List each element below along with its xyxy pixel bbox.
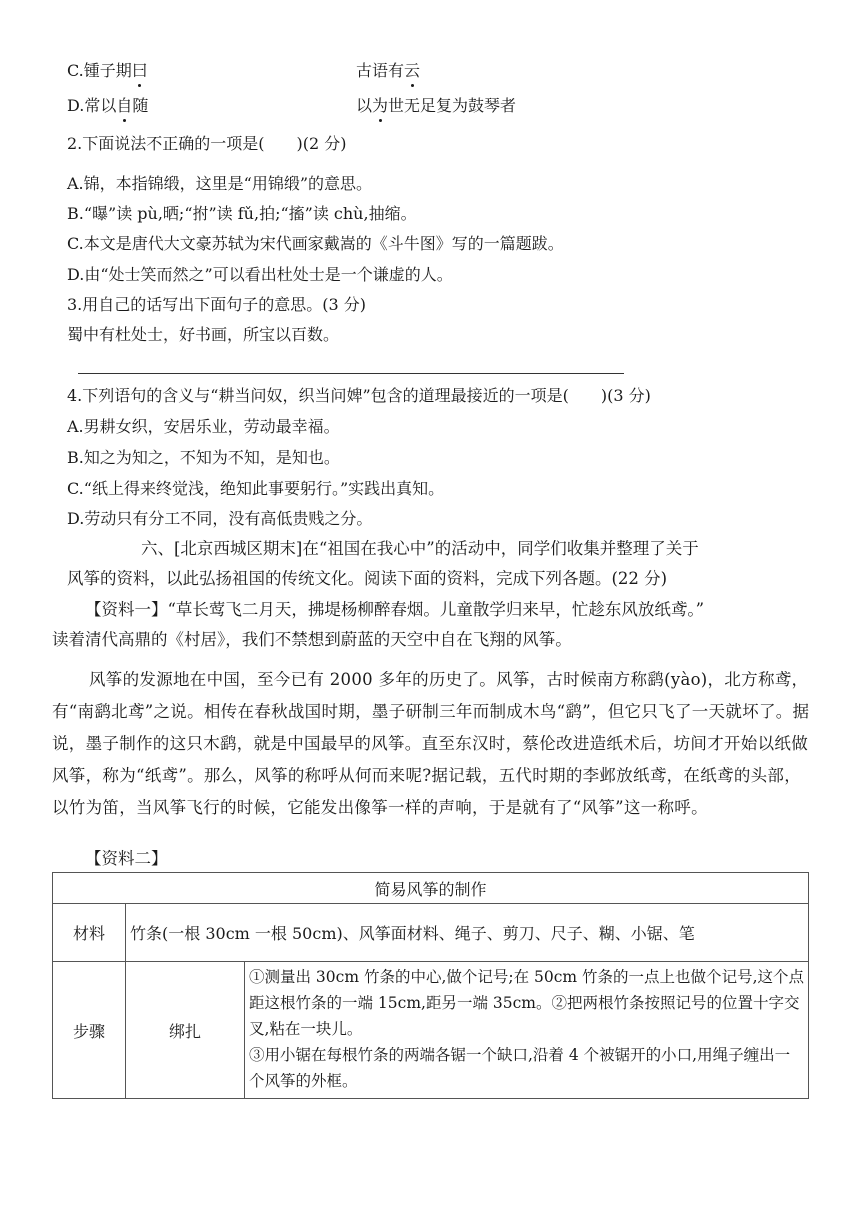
- q3-sentence: 蜀中有杜处士，好书画，所宝以百数。: [67, 325, 340, 344]
- option-d-line: D.常以自随 以为世无足复为鼓琴者: [67, 96, 517, 115]
- q2-option-c: C.本文是唐代大文豪苏轼为宋代画家戴嵩的《斗牛图》写的一篇题跋。: [67, 234, 564, 253]
- option-c-line: [67, 60, 421, 82]
- q4-option-c: C.“纸上得来终觉浅，绝知此事要躬行。”实践出真知。: [67, 479, 445, 498]
- q2-stem: 2.下面说法不正确的一项是( )(2 分): [67, 134, 347, 153]
- q2-option-d: D.由“处士笑而然之”可以看出杜处士是一个谦虚的人。: [67, 265, 453, 284]
- materials-value: 竹条(一根 30cm 一根 50cm)、风筝面材料、绳子、剪刀、尺子、糊、小锯、笔: [126, 904, 809, 962]
- kite-history-paragraph: 风筝的发源地在中国，至今已有 2000 多年的历史了。风筝，古时候南方称鹞(yào)，北方称鸢，有“南鹞北鸢”之说。相传在春秋战国时期，墨子研制三年而制成木鸟“鹞”，但它只飞了一天就坏了。据说，墨子制作的这只木鹞，就是中国最早的风筝。直至东汉时，蔡伦改进造纸术后，坊间才开始以纸做风筝，称为“纸鸢”。那么，风筝的称呼从何而来呢?据记载，五代时期的李邺放纸鸢，在纸鸢的头部，以竹为笛，当风筝飞行的时候，它能发出像筝一样的声响，于是就有了“风筝”这一称呼。: [52, 670, 810, 817]
- q3-stem: 3.用自己的话写出下面句子的意思。(3 分): [67, 295, 367, 314]
- q4-option-b: B.知之为知之，不知为不知，是知也。: [67, 448, 340, 467]
- answer-line[interactable]: [78, 373, 624, 374]
- section6-intro-line1: 六、[北京西城区期末]在“祖国在我心中”的活动中，同学们收集并整理了关于: [141, 539, 699, 558]
- option-d-marked-char-2: 为: [372, 96, 389, 115]
- option-c-marked-char-2: 云: [404, 61, 421, 80]
- q4-option-a: A.男耕女织，安居乐业，劳动最幸福。: [67, 417, 340, 436]
- material2-label: 【资料二】: [85, 849, 168, 868]
- option-d-marked-char: 自: [116, 96, 133, 115]
- option-d-phrase: 以为世无足复为鼓琴者: [356, 96, 517, 115]
- q4-stem: 4.下列语句的含义与“耕当问奴，织当问婢”包含的道理最接近的一项是( )(3 分): [67, 386, 651, 405]
- table-title: 简易风筝的制作: [53, 873, 809, 904]
- steps-label: 步骤: [53, 962, 126, 1099]
- option-c-phrase: 古语有云: [356, 61, 421, 80]
- material1-line1: 【资料一】“草长莺飞二月天，拂堤杨柳醉春烟。儿童散学归来早，忙趁东风放纸鸢。”: [85, 600, 705, 619]
- step-content: [245, 962, 809, 1099]
- step-text-1: ①测量出 30cm 竹条的中心,做个记号;在 50cm 竹条的一点上也做个记号,这个点距这根竹条的一端 15cm,距另一端 35cm。②把两根竹条按照记号的位置十字交叉,粘在一块儿。: [249, 968, 804, 1038]
- q2-option-a: A.锦，本指锦缎，这里是“用锦缎”的意思。: [67, 174, 373, 193]
- section6-intro-line2: 风筝的资料，以此弘扬祖国的传统文化。阅读下面的资料，完成下列各题。(22 分): [67, 569, 668, 588]
- step-text-2: ③用小锯在每根竹条的两端各锯一个缺口,沿着 4 个被锯开的小口,用绳子缠出一个风筝的外框。: [249, 1046, 791, 1090]
- q4-option-d: D.劳动只有分工不同，没有高低贵贱之分。: [67, 509, 373, 528]
- material1-line2: 读着清代高鼎的《村居》，我们不禁想到蔚蓝的天空中自在飞翔的风筝。: [52, 630, 572, 649]
- materials-label: 材料: [53, 904, 126, 962]
- step-name: 绑扎: [126, 962, 245, 1099]
- option-c-marked-char: 曰: [131, 61, 148, 80]
- kite-making-table: [52, 872, 809, 1099]
- option-c-label: C.锺子期: [67, 61, 132, 80]
- q2-option-b: B.“曝”读 pù,晒;“拊”读 fǔ,拍;“搐”读 chù,抽缩。: [67, 204, 417, 223]
